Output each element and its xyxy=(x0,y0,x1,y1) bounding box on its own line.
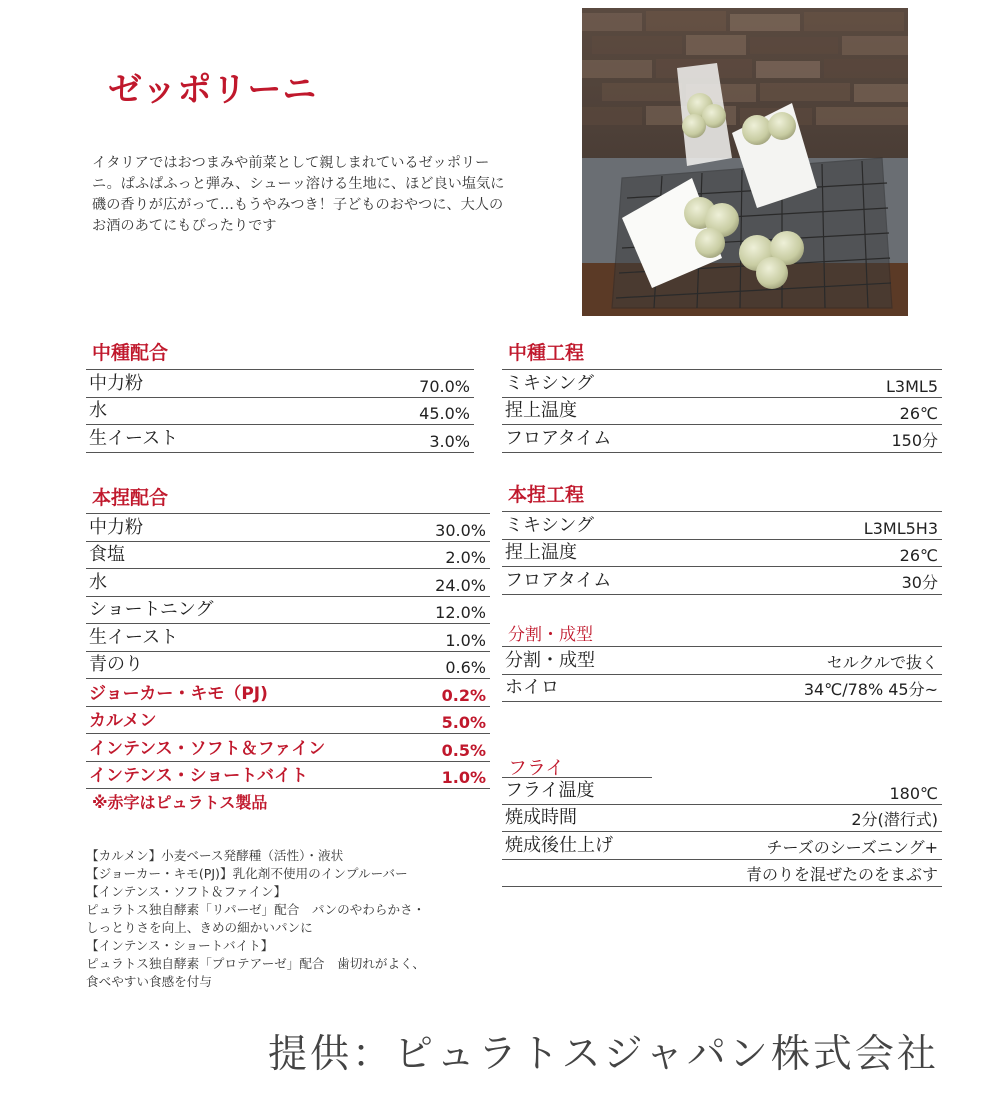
row-value: 0.6% xyxy=(445,658,486,677)
row-value: 180℃ xyxy=(889,783,938,803)
table-row xyxy=(86,597,490,625)
row-value: 150分 xyxy=(891,430,938,450)
row-name: 分割・成型 xyxy=(505,649,595,671)
row-name: 捏上温度 xyxy=(505,400,577,421)
row-value: 24.0% xyxy=(435,575,486,595)
zeppolini-photo-illustration xyxy=(582,8,908,316)
row-name: フロアタイム xyxy=(505,569,612,591)
row-name: 水 xyxy=(89,571,107,593)
row-name: ミキシング xyxy=(505,514,595,536)
row-name: インテンス・ショートバイト xyxy=(89,766,308,786)
nakadane-koutei-table xyxy=(502,369,942,453)
row-name: ミキシング xyxy=(505,372,595,394)
row-name: 焼成時間 xyxy=(505,807,577,828)
product-note: ※赤字はピュラトス製品 xyxy=(92,793,268,812)
row-name: 生イースト xyxy=(89,626,179,648)
row-name: 水 xyxy=(89,400,107,421)
product-notes xyxy=(86,847,506,991)
table-row xyxy=(502,370,942,398)
row-value: 34℃/78% 45分~ xyxy=(803,680,938,699)
table-row xyxy=(502,647,942,675)
footer-credit: 提供：ピュラトスジャパン株式会社 xyxy=(268,1032,939,1077)
row-value: 30分 xyxy=(901,572,938,592)
table-row xyxy=(86,652,490,680)
table-row xyxy=(502,567,942,595)
row-name: ショートニング xyxy=(89,599,214,620)
note-line: 食べやすい食感を付与 xyxy=(86,974,212,989)
table-row xyxy=(502,425,942,453)
table-row xyxy=(86,514,490,542)
honkone-koutei-table xyxy=(502,511,942,595)
row-name: カルメン xyxy=(89,711,157,731)
row-value: 0.5% xyxy=(441,740,486,760)
table-row xyxy=(86,425,474,453)
row-value: 70.0% xyxy=(419,376,470,396)
table-row xyxy=(86,569,490,597)
row-name: 捏上温度 xyxy=(505,542,577,563)
fry-heading: フライ xyxy=(508,757,565,779)
row-name: 食塩 xyxy=(89,544,125,565)
row-name: ジョーカー・キモ（PJ) xyxy=(89,683,268,704)
intro-text: イタリアではおつまみや前菜として親しまれているゼッポリーニ。ぱふぱふっと弾み、シューッ溶ける生地に、ほど良い塩気に磯の香りが広がって…もうやみつき！子どものおやつに、大人のお酒のあてにもぴったりです xyxy=(92,155,505,234)
product-photo xyxy=(582,8,908,316)
note-line: 【カルメン】小麦ベース発酵種（活性）・液状 xyxy=(86,848,344,863)
table-row xyxy=(502,805,942,833)
row-name: ホイロ xyxy=(505,677,559,698)
table-row xyxy=(86,542,490,570)
row-value: 2.0% xyxy=(445,548,486,567)
table-row xyxy=(86,370,474,398)
row-name: 中力粉 xyxy=(89,372,143,394)
row-value: 1.0% xyxy=(445,630,486,650)
row-value: 45.0% xyxy=(419,404,470,423)
honkone-haigo-heading: 本捏配合 xyxy=(92,487,169,509)
table-row xyxy=(502,832,942,860)
row-value: 26℃ xyxy=(899,404,938,423)
row-value: 1.0% xyxy=(441,768,486,787)
table-row-product xyxy=(86,679,490,707)
row-name: フライ温度 xyxy=(505,779,595,801)
table-row xyxy=(502,860,942,888)
row-value: 26℃ xyxy=(899,546,938,565)
table-row-product xyxy=(86,762,490,790)
row-name: 青のり xyxy=(89,654,143,675)
row-value: セルクルで抜く xyxy=(826,652,938,672)
bunkatsu-heading: 分割・成型 xyxy=(508,625,593,645)
fry-table xyxy=(502,777,942,887)
row-value: チーズのシーズニング+ xyxy=(766,837,938,857)
note-line: 【ジョーカー・キモ(PJ)】乳化剤不使用のインプルーバー xyxy=(86,866,408,881)
note-line: ピュラトス独自酵素「リパーゼ」配合 パンのやわらかさ・ xyxy=(86,902,426,917)
honkone-haigo-table xyxy=(86,513,490,789)
row-value: 2分(潜行式) xyxy=(851,810,938,829)
nakadane-haigo-table xyxy=(86,369,474,453)
row-value: L3ML5 xyxy=(886,376,938,396)
page-title: ゼッポリーニ xyxy=(108,70,318,110)
table-row xyxy=(502,777,942,805)
row-value: 青のりを混ぜたのをまぶす xyxy=(745,865,938,884)
table-row xyxy=(502,675,942,703)
row-value: 12.0% xyxy=(435,603,486,622)
row-value: 30.0% xyxy=(435,520,486,540)
bunkatsu-table xyxy=(502,646,942,702)
row-value: 3.0% xyxy=(429,431,470,451)
table-row xyxy=(502,398,942,426)
nakadane-koutei-heading: 中種工程 xyxy=(508,342,585,364)
row-value: 0.2% xyxy=(441,685,486,705)
row-name: 生イースト xyxy=(89,427,179,449)
nakadane-haigo-heading: 中種配合 xyxy=(92,342,169,364)
table-row xyxy=(86,398,474,426)
note-line: しっとりさを向上、きめの細かいパンに xyxy=(86,920,313,935)
row-name: フロアタイム xyxy=(505,427,612,449)
table-row xyxy=(502,540,942,568)
row-value: 5.0% xyxy=(441,713,486,732)
row-name: 焼成後仕上げ xyxy=(505,834,613,856)
table-row-product xyxy=(86,707,490,735)
row-name: インテンス・ソフト＆ファイン xyxy=(89,738,326,759)
note-line: 【インテンス・ショートバイト】 xyxy=(86,938,274,953)
note-line: ピュラトス独自酵素「プロテアーゼ」配合 歯切れがよく、 xyxy=(86,956,426,971)
row-name: 中力粉 xyxy=(89,516,143,538)
table-row xyxy=(86,624,490,652)
table-row-product xyxy=(86,734,490,762)
row-value: L3ML5H3 xyxy=(863,518,938,538)
note-line: 【インテンス・ソフト＆ファイン】 xyxy=(86,884,287,899)
honkone-koutei-heading: 本捏工程 xyxy=(508,484,585,506)
table-row xyxy=(502,512,942,540)
